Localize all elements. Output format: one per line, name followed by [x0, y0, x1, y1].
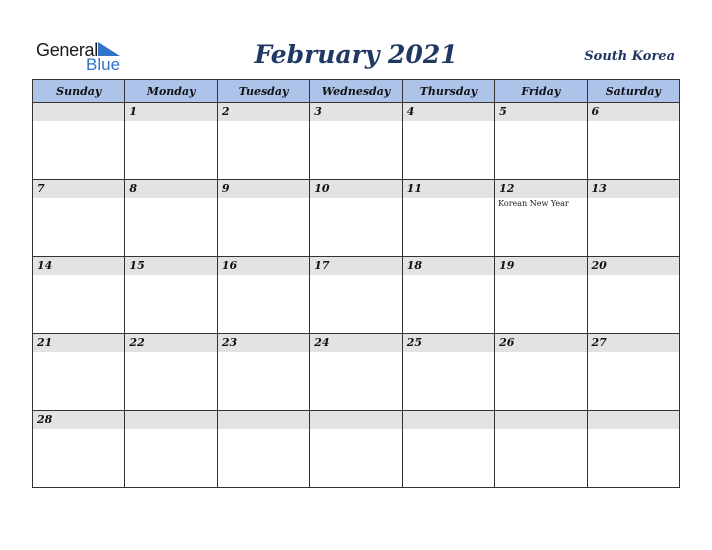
day-cell [125, 411, 217, 488]
day-cell [495, 180, 587, 257]
day-number: 24 [310, 334, 401, 352]
holiday-label [588, 198, 679, 200]
holiday-label [588, 121, 679, 123]
day-cell [495, 411, 587, 488]
day-number: 1 [125, 103, 216, 121]
day-cell [402, 411, 494, 488]
week-row [33, 103, 680, 180]
holiday-label [495, 352, 586, 354]
day-number: 6 [588, 103, 679, 121]
holiday-label [403, 198, 494, 200]
holiday-label [218, 198, 309, 200]
day-number [588, 411, 679, 429]
weekday-header: Wednesday [310, 80, 402, 103]
weekday-header: Monday [125, 80, 217, 103]
day-number: 7 [33, 180, 124, 198]
day-number: 5 [495, 103, 586, 121]
day-number: 11 [403, 180, 494, 198]
holiday-label [125, 352, 216, 354]
holiday-label [403, 275, 494, 277]
holiday-label [495, 121, 586, 123]
holiday-label [310, 352, 401, 354]
weekday-header: Thursday [402, 80, 494, 103]
day-number: 3 [310, 103, 401, 121]
week-row [33, 180, 680, 257]
country-label: South Korea [584, 49, 675, 64]
day-cell [125, 103, 217, 180]
day-cell [33, 180, 125, 257]
day-number: 22 [125, 334, 216, 352]
day-number [495, 411, 586, 429]
day-cell [33, 334, 125, 411]
weekday-header: Friday [495, 80, 587, 103]
day-cell [495, 257, 587, 334]
day-cell [587, 411, 679, 488]
holiday-label [33, 198, 124, 200]
holiday-label [125, 429, 216, 431]
day-number: 27 [588, 334, 679, 352]
holiday-label [310, 429, 401, 431]
day-cell [310, 103, 402, 180]
day-number: 15 [125, 257, 216, 275]
holiday-label [495, 275, 586, 277]
holiday-label [218, 121, 309, 123]
day-cell [33, 103, 125, 180]
day-cell [495, 334, 587, 411]
holiday-label [125, 198, 216, 200]
day-number: 18 [403, 257, 494, 275]
holiday-label [588, 275, 679, 277]
holiday-label [403, 352, 494, 354]
week-row [33, 411, 680, 488]
holiday-label [588, 429, 679, 431]
day-number: 4 [403, 103, 494, 121]
holiday-label [310, 198, 401, 200]
day-cell [402, 180, 494, 257]
holiday-label [403, 429, 494, 431]
day-number [125, 411, 216, 429]
weekday-header-row [33, 80, 680, 103]
holiday-label [495, 429, 586, 431]
weekday-header: Sunday [33, 80, 125, 103]
day-cell [402, 257, 494, 334]
day-cell [310, 180, 402, 257]
logo-general-text: General [36, 40, 98, 60]
day-cell [587, 103, 679, 180]
holiday-label [125, 121, 216, 123]
day-cell [402, 334, 494, 411]
day-number [33, 103, 124, 121]
day-number: 23 [218, 334, 309, 352]
day-number: 20 [588, 257, 679, 275]
day-cell [125, 180, 217, 257]
day-number: 21 [33, 334, 124, 352]
week-row [33, 257, 680, 334]
holiday-label [33, 121, 124, 123]
holiday-label [310, 275, 401, 277]
holiday-label [588, 352, 679, 354]
holiday-label [33, 352, 124, 354]
holiday-label [33, 275, 124, 277]
day-number: 16 [218, 257, 309, 275]
holiday-label [403, 121, 494, 123]
day-cell [217, 411, 309, 488]
day-cell [310, 257, 402, 334]
holiday-label [125, 275, 216, 277]
day-number: 2 [218, 103, 309, 121]
calendar-grid [32, 79, 680, 488]
day-cell [217, 257, 309, 334]
day-cell [587, 257, 679, 334]
logo-blue-text: Blue [86, 55, 121, 74]
holiday-label [218, 352, 309, 354]
day-number: 17 [310, 257, 401, 275]
day-number: 12 [495, 180, 586, 198]
day-cell [402, 103, 494, 180]
day-cell [587, 180, 679, 257]
day-cell [33, 411, 125, 488]
day-cell [125, 257, 217, 334]
holiday-label [218, 429, 309, 431]
day-cell [217, 180, 309, 257]
day-number: 13 [588, 180, 679, 198]
day-cell [217, 103, 309, 180]
day-cell [587, 334, 679, 411]
day-number: 26 [495, 334, 586, 352]
day-cell [310, 334, 402, 411]
day-number: 10 [310, 180, 401, 198]
day-number [310, 411, 401, 429]
day-number: 19 [495, 257, 586, 275]
holiday-label [310, 121, 401, 123]
day-number: 14 [33, 257, 124, 275]
day-number [218, 411, 309, 429]
weekday-header: Tuesday [217, 80, 309, 103]
day-cell [33, 257, 125, 334]
holiday-label [33, 429, 124, 431]
day-number: 28 [33, 411, 124, 429]
day-cell [217, 334, 309, 411]
day-cell [495, 103, 587, 180]
day-number: 8 [125, 180, 216, 198]
day-number: 9 [218, 180, 309, 198]
calendar-title: February 2021 [254, 40, 458, 69]
holiday-label [218, 275, 309, 277]
weekday-header: Saturday [587, 80, 679, 103]
day-cell [125, 334, 217, 411]
week-row [33, 334, 680, 411]
day-cell [310, 411, 402, 488]
day-number [403, 411, 494, 429]
holiday-label: Korean New Year [498, 199, 569, 208]
day-number: 25 [403, 334, 494, 352]
